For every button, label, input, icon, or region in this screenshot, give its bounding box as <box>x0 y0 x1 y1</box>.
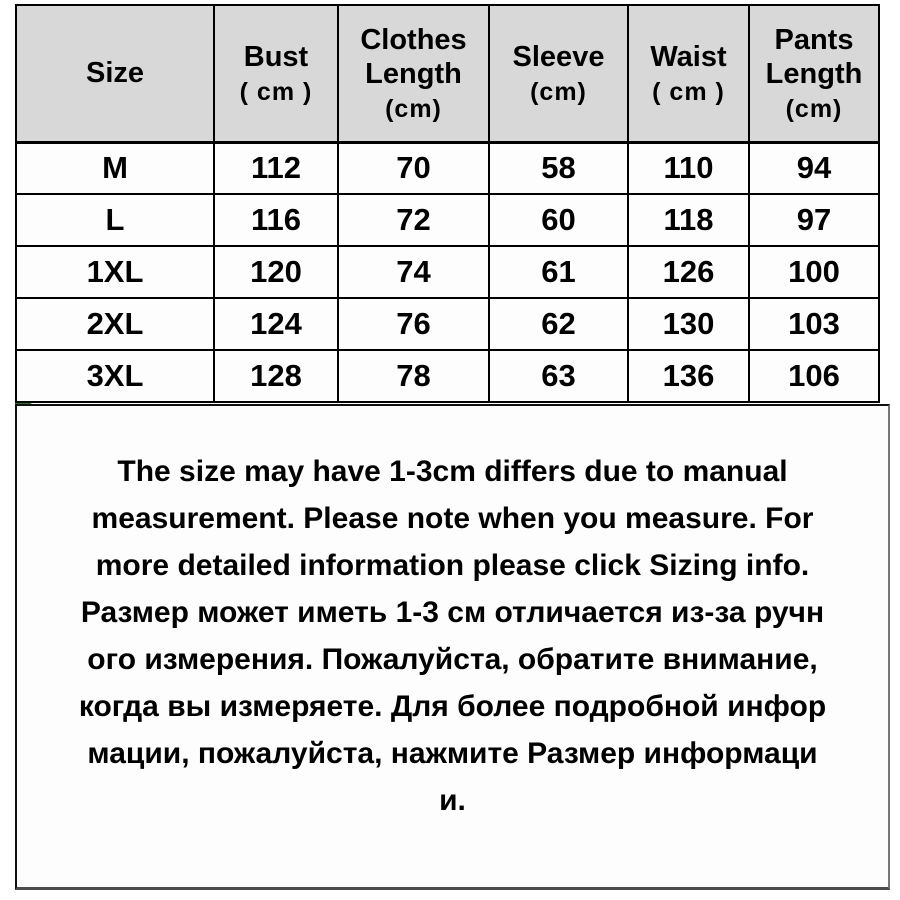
header-label: Waist <box>650 40 727 73</box>
note-line: more detailed information please click Sizing info. <box>95 549 810 582</box>
header-row <box>16 5 879 142</box>
value-cell: 128 <box>214 350 338 402</box>
value-cell: 136 <box>628 350 749 402</box>
header-cell-clothes-length <box>338 5 489 142</box>
value-cell: 130 <box>628 298 749 350</box>
value-cell: 112 <box>214 142 338 194</box>
header-label: Size <box>85 57 145 90</box>
table-row-2XL <box>16 298 879 350</box>
table-row-M <box>16 142 879 194</box>
value-cell: 60 <box>489 194 628 246</box>
value-cell: 74 <box>338 246 489 298</box>
value-cell: 97 <box>749 194 879 246</box>
value-cell: 76 <box>338 298 489 350</box>
value-cell: 61 <box>489 246 628 298</box>
header-unit: (cm) <box>530 77 587 106</box>
header-cell-pants-length <box>749 5 879 142</box>
value-cell: 63 <box>489 350 628 402</box>
size-table <box>15 4 880 403</box>
size-cell: M <box>16 142 214 194</box>
size-cell: L <box>16 194 214 246</box>
note-box <box>15 404 890 890</box>
table-row-L <box>16 194 879 246</box>
header-label: Bust <box>243 40 309 73</box>
note-line: The size may have 1-3cm differs due to manual <box>117 455 788 488</box>
value-cell: 62 <box>489 298 628 350</box>
size-table-header <box>16 5 879 142</box>
value-cell: 116 <box>214 194 338 246</box>
value-cell: 58 <box>489 142 628 194</box>
note-line: и. <box>439 784 466 817</box>
note-line: Размер может иметь 1-3 см отличается из-за ручн <box>80 596 825 629</box>
value-cell: 124 <box>214 298 338 350</box>
value-cell: 118 <box>628 194 749 246</box>
value-cell: 78 <box>338 350 489 402</box>
table-row-3XL <box>16 350 879 402</box>
note-line: мации, пожалуйста, нажмите Размер информаци <box>87 737 818 770</box>
header-unit: ( cm ) <box>652 77 725 106</box>
note-line: measurement. Please note when you measure. For <box>91 502 814 535</box>
size-cell: 1XL <box>16 246 214 298</box>
value-cell: 72 <box>338 194 489 246</box>
table-row-1XL <box>16 246 879 298</box>
header-label: Sleeve <box>512 40 605 73</box>
value-cell: 126 <box>628 246 749 298</box>
size-cell: 2XL <box>16 298 214 350</box>
note-text <box>17 448 888 824</box>
header-cell-sleeve <box>489 5 628 142</box>
header-unit: (cm) <box>385 94 442 123</box>
header-label: Pants Length <box>765 23 863 90</box>
header-cell-size <box>16 5 214 142</box>
value-cell: 110 <box>628 142 749 194</box>
note-line: когда вы измеряете. Для более подробной инфор <box>78 690 827 723</box>
value-cell: 94 <box>749 142 879 194</box>
value-cell: 100 <box>749 246 879 298</box>
header-label: Clothes Length <box>360 23 467 90</box>
value-cell: 70 <box>338 142 489 194</box>
size-table-body <box>16 142 879 402</box>
value-cell: 106 <box>749 350 879 402</box>
value-cell: 103 <box>749 298 879 350</box>
header-unit: (cm) <box>785 94 843 123</box>
value-cell: 120 <box>214 246 338 298</box>
header-unit: ( cm ) <box>239 77 313 106</box>
note-line: ого измерения. Пожалуйста, обратите внимание, <box>87 643 818 676</box>
header-cell-bust <box>214 5 338 142</box>
size-cell: 3XL <box>16 350 214 402</box>
header-cell-waist <box>628 5 749 142</box>
